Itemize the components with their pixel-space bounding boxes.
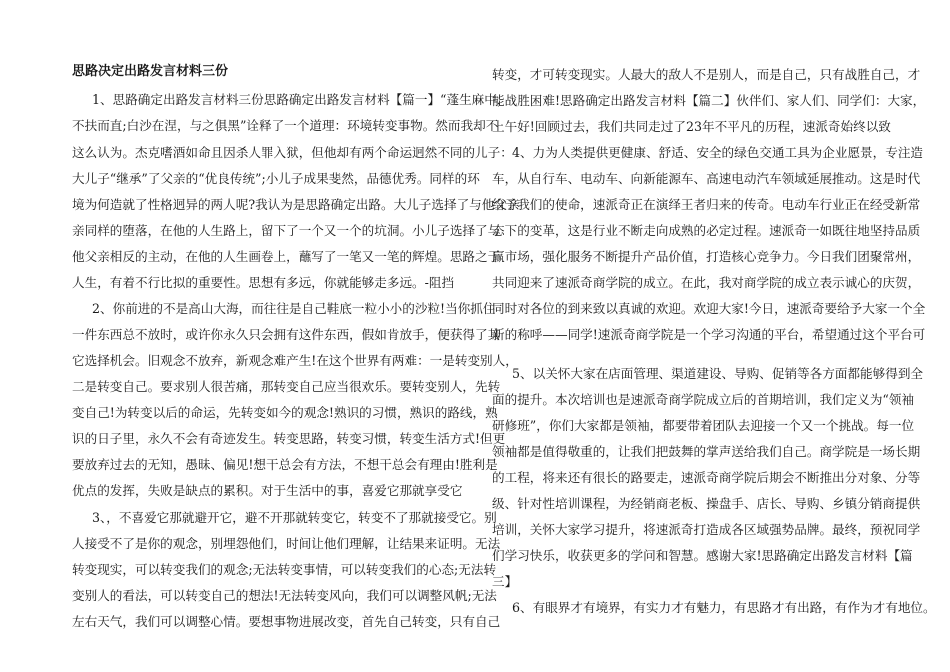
text-line: 共同迎来了速派奇商学院的成立。在此，我对商学院的成立表示诚心的庆贺， xyxy=(492,275,921,290)
text-line: 二是转变自己。要求别人很苦痛，那转变自己应当很欢乐。要转变别人，先转 xyxy=(72,379,501,394)
text-line: 三】 xyxy=(492,574,518,589)
text-line: 能战胜困难!思路确定出路发言材料【篇二】伙伴们、家人们、同学们：大家， xyxy=(492,93,926,108)
text-line: 新的称呼——同学!速派奇商学院是一个学习沟通的平台，希望通过这个平台可 xyxy=(492,327,926,342)
text-line: 赢市场，强化服务不断提升产品价值，打造核心竞争力。今日我们团聚常州， xyxy=(492,249,921,264)
text-line: 同时对各位的到来致以真诚的欢迎。欢迎大家!今日，速派奇要给予大家一个全 xyxy=(492,301,926,316)
text-line: 人生，有着不行比拟的重要性。思想有多远，你就能够走多远。-阻挡 xyxy=(72,275,455,290)
text-line: 5、以关怀大家在店面管理、渠道建设、导购、促销等各方面都能够得到全 xyxy=(512,366,924,381)
text-line: 培训，关怀大家学习提升，将速派奇打造成各区域强势品牌。最终，预祝同学 xyxy=(492,522,921,537)
text-line: 2、你前进的不是高山大海，而往往是自己鞋底一粒小小的沙粒!当你抓住 xyxy=(92,301,496,316)
text-line: 大儿子“继承”了父亲的“优良传统”;小儿子成果斐然，品德优秀。同样的环 xyxy=(72,171,480,186)
text-line: 它选择机会。旧观念不放弃，新观念难产生!在这个世界有两难：一是转变别人， xyxy=(72,353,518,368)
text-line: 们学习快乐，收获更多的学问和智慧。感谢大家!思路确定出路发言材料【篇 xyxy=(492,548,913,563)
text-line: 给予我们的使命，速派奇正在演绎王者归来的传奇。电动车行业正在经受新常 xyxy=(492,197,921,212)
text-line: 优点的发挥，失败是缺点的累积。对于生活中的事，喜爱它那就享受它 xyxy=(72,483,463,498)
text-line: 转变现实，可以转变我们的观念;无法转变事情，可以转变我们的心态;无法转 xyxy=(72,562,497,577)
text-line: 这么认为。杰克嗜酒如命且因杀人罪入狱，但他却有两个命运迥然不同的儿子： xyxy=(72,145,513,160)
text-line: 人接受不了是你的观念，别埋怨他们，时间让他们理解，让结果来证明。无法 xyxy=(72,536,501,551)
text-line: 他父亲相反的主动，在他的人生画卷上，蘸写了一笔又一笔的辉煌。思路之于 xyxy=(72,249,501,264)
text-line: 要放弃过去的无知，愚昧、偏见!想干总会有方法，不想干总会有理由!胜利是 xyxy=(72,457,498,472)
text-line: 的工程，将来还有很长的路要走，速派奇商学院后期会不断推出分对象、分等 xyxy=(492,470,921,485)
text-line: 6、有眼界才有境界，有实力才有魅力，有思路才有出路，有作为才有地位。 xyxy=(512,600,936,615)
text-line: 境为何造就了性格迥异的两人呢?我认为是思路确定出路。大儿子选择了与他父亲 xyxy=(72,197,520,212)
text-line: 变别人的看法，可以转变自己的想法!无法转变风向，我们可以调整风帆;无法 xyxy=(72,588,497,603)
text-line: 识的日子里，永久不会有奇迹发生。转变思路，转变习惯，转变生活方式!但更 xyxy=(72,431,506,446)
text-line: 变自己!为转变以后的命运，先转变如今的观念!熟识的习惯，熟识的路线，熟 xyxy=(72,405,498,420)
text-line: 车，从自行车、电动车、向新能源车、高速电动汽车领域延展推动。这是时代 xyxy=(492,171,921,186)
text-line: 级、针对性培训课程，为经销商老板、操盘手、店长、导购、乡镇分销商提供 xyxy=(492,496,921,511)
text-line: 4、力为人类提供更健康、舒适、安全的绿色交通工具为企业愿景，专注造 xyxy=(512,145,924,160)
text-line: 1、思路确定出路发言材料三份思路确定出路发言材料【篇一】“蓬生麻中， xyxy=(92,92,510,107)
text-line: 亲同样的堕落，在他的人生路上，留下了一个又一个的坑洞。小儿子选择了与 xyxy=(72,223,501,238)
text-line: 3、，不喜爱它那就避开它，避不开那就转变它，转变不了那就接受它。别 xyxy=(92,510,497,525)
text-line: 左右天气，我们可以调整心情。要想事物进展改变，首先自己转变，只有自己 xyxy=(72,614,501,629)
text-line: 一件东西总不放时，或许你永久只会拥有这件东西，假如肯放手，便获得了其 xyxy=(72,327,501,342)
text-line: 面的提升。本次培训也是速派奇商学院成立后的首期培训，我们定义为“领袖 xyxy=(492,392,915,407)
text-line: 领袖都是值得敬重的，让我们把鼓舞的掌声送给我们自己。商学院是一场长期 xyxy=(492,444,921,459)
document-title: 思路决定出路发言材料三份 xyxy=(72,64,229,79)
text-line: 转变，才可转变现实。人最大的敌人不是别人，而是自己，只有战胜自己，才 xyxy=(492,67,921,82)
text-line: 研修班”，你们大家都是领袖，都要带着团队去迎接一个又一个挑战。每一位 xyxy=(492,418,915,433)
text-line: 不扶而直;白沙在涅，与之俱黑”诠释了一个道理：环境转变事物。然而我却不 xyxy=(72,118,499,133)
text-line: 上午好!回顾过去，我们共同走过了23年不平凡的历程，速派奇始终以致 xyxy=(492,119,891,134)
text-line: 态下的变革，这是行业不断走向成熟的必定过程。速派奇一如既往地坚持品质 xyxy=(492,223,921,238)
